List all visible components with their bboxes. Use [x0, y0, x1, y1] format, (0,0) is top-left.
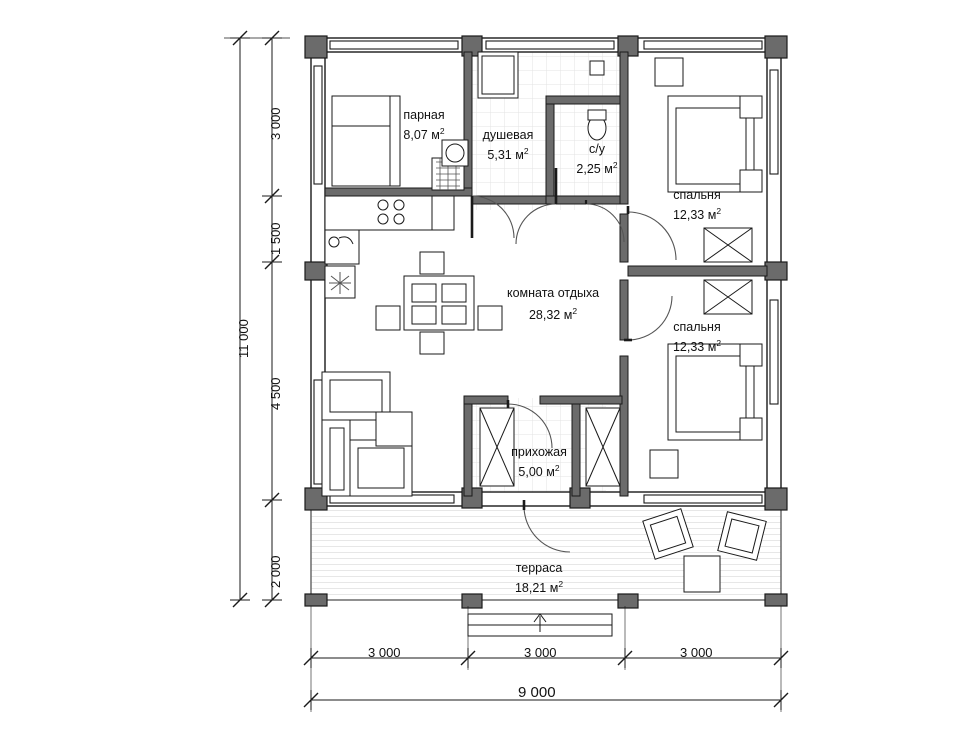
room-area-unit: 2 [439, 126, 445, 136]
room-area-dushevaya [487, 144, 528, 162]
room-area-unit: 2 [612, 160, 618, 170]
room-label-terrace: терраса [515, 561, 563, 575]
room-area-value: 2,25 м [576, 162, 613, 177]
dim-vertical-3000: 3 000 [268, 107, 283, 140]
room-label-bedroom-1: спальня [673, 188, 721, 202]
dim-horizontal-3000-right: 3 000 [680, 645, 713, 660]
room-label-bedroom-2: спальня [673, 320, 721, 334]
room-area-value: 18,21 м [514, 581, 559, 596]
dim-horizontal-3000-mid: 3 000 [524, 645, 557, 660]
room-area-bedroom-2 [673, 336, 721, 354]
room-label-hall: прихожая [511, 445, 567, 459]
room-area-unit: 2 [716, 338, 722, 348]
room-area-wc [576, 158, 617, 176]
room-area-unit: 2 [558, 579, 564, 589]
room-area-hall [518, 461, 559, 479]
room-area-bedroom-1 [673, 204, 721, 222]
room-label-parnaya: парная [403, 108, 445, 122]
room-area-living [529, 304, 577, 322]
room-area-unit: 2 [572, 306, 578, 316]
room-area-value: 12,33 м [672, 208, 717, 223]
dim-vertical-total: 11 000 [236, 319, 251, 358]
room-label-wc: с/у [589, 142, 605, 156]
room-area-value: 28,32 м [528, 308, 573, 323]
dim-horizontal-3000-left: 3 000 [368, 645, 401, 660]
room-label-dushevaya: душевая [482, 128, 534, 142]
dim-horizontal-total: 9 000 [518, 684, 556, 701]
room-area-terrace [515, 577, 563, 595]
room-area-unit: 2 [554, 463, 560, 473]
dim-vertical-2000: 2 000 [268, 555, 283, 588]
room-area-value: 5,31 м [487, 148, 524, 163]
room-area-value: 5,00 м [518, 465, 555, 480]
room-area-value: 12,33 м [672, 340, 717, 355]
room-area-unit: 2 [523, 146, 529, 156]
room-area-value: 8,07 м [403, 128, 440, 143]
room-area-unit: 2 [716, 206, 722, 216]
room-label-living: комната отдыха [506, 286, 600, 300]
room-area-parnaya [403, 124, 444, 142]
dim-vertical-4500: 4 500 [268, 377, 283, 410]
dim-vertical-1500: 1 500 [268, 222, 283, 255]
